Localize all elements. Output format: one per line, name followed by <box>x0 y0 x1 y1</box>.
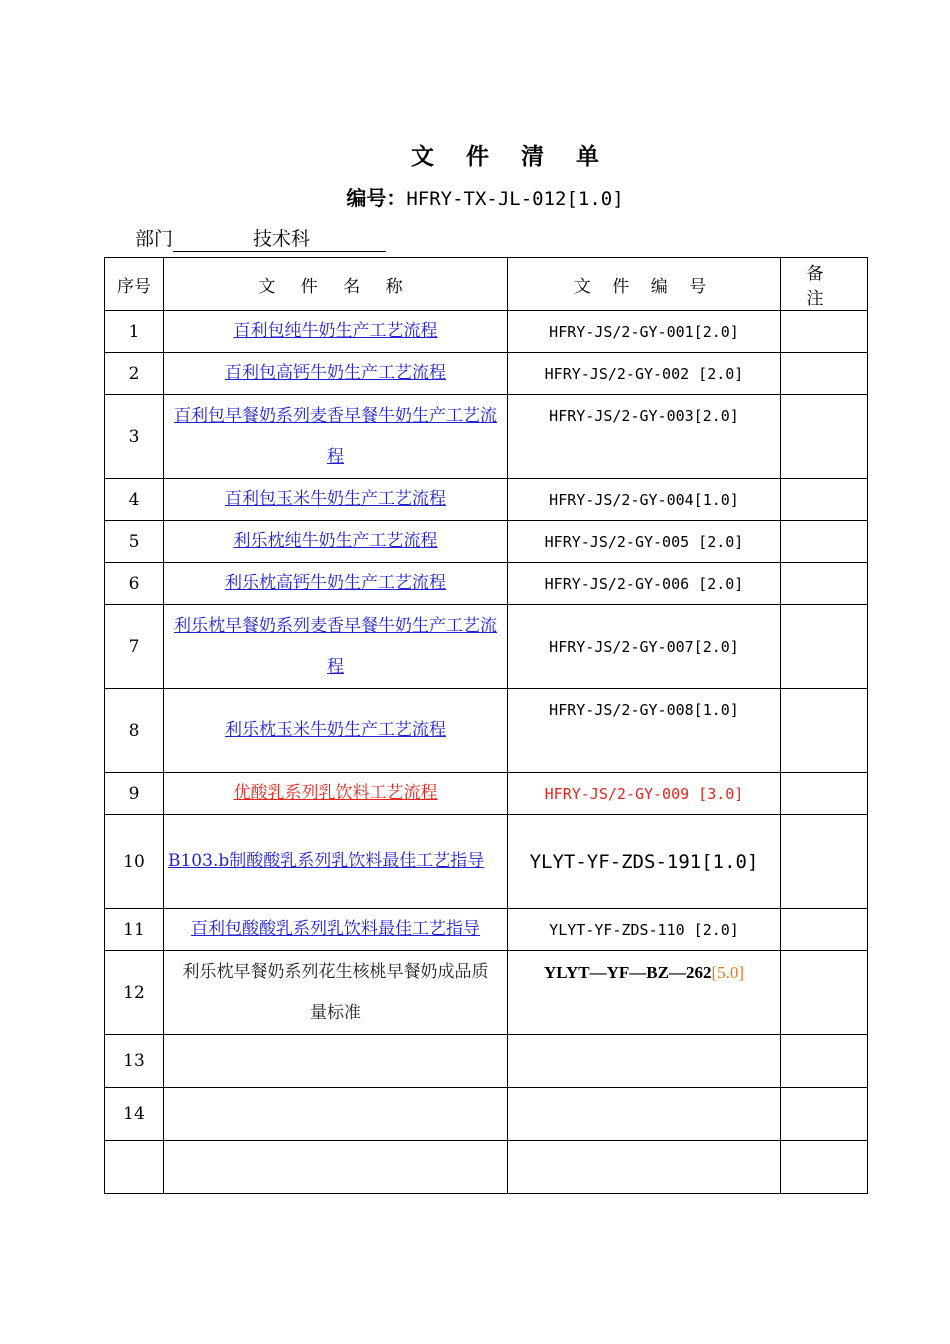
row-number <box>508 1141 781 1194</box>
row-number: HFRY-JS/2-GY-002 [2.0] <box>508 353 781 395</box>
row-seq: 9 <box>105 773 164 815</box>
table-row <box>105 605 868 689</box>
table-row <box>105 773 868 815</box>
row-number: YLYT-YF-ZDS-110 [2.0] <box>508 909 781 951</box>
row-number <box>508 1088 781 1141</box>
row-name <box>164 1035 508 1088</box>
row-seq: 1 <box>105 311 164 353</box>
table-row <box>105 689 868 773</box>
number-main: YLYT—YF—BZ—262 <box>543 963 712 982</box>
document-name: 利乐枕早餐奶系列花生核桃早餐奶成品质量标准 <box>182 961 489 1023</box>
document-link[interactable]: B103.b制酸酸乳系列乳饮料最佳工艺指导 <box>168 851 485 871</box>
row-remark <box>781 909 868 951</box>
table-row <box>105 395 868 479</box>
table-row <box>105 563 868 605</box>
document-link[interactable]: 百利包酸酸乳系列乳饮料最佳工艺指导 <box>191 919 480 939</box>
header-name: 文 件 名 称 <box>164 258 508 311</box>
row-seq: 7 <box>105 605 164 689</box>
department-value: 技术科 <box>173 227 386 252</box>
row-seq: 10 <box>105 815 164 909</box>
code-label: 编号： <box>346 186 407 210</box>
row-seq: 3 <box>105 395 164 479</box>
number-version: [5.0] <box>711 963 745 982</box>
row-remark <box>781 605 868 689</box>
document-link[interactable]: 优酸乳系列乳饮料工艺流程 <box>233 783 438 803</box>
document-link[interactable]: 利乐枕纯牛奶生产工艺流程 <box>233 531 438 551</box>
row-name <box>164 1141 508 1194</box>
row-seq: 8 <box>105 689 164 773</box>
row-seq: 11 <box>105 909 164 951</box>
row-remark <box>781 479 868 521</box>
department-label: 部门 <box>135 228 174 250</box>
document-title: 文 件 清 单 <box>410 143 612 170</box>
row-number <box>508 1035 781 1088</box>
row-seq: 2 <box>105 353 164 395</box>
table-header-row <box>105 258 868 311</box>
header-remark: 备 注 <box>781 258 868 311</box>
table-row <box>105 479 868 521</box>
row-seq: 14 <box>105 1088 164 1141</box>
document-link[interactable]: 百利包玉米牛奶生产工艺流程 <box>225 489 446 509</box>
document-link[interactable]: 百利包纯牛奶生产工艺流程 <box>233 321 438 341</box>
row-remark <box>781 815 868 909</box>
row-number: HFRY-JS/2-GY-004[1.0] <box>508 479 781 521</box>
row-number: HFRY-JS/2-GY-006 [2.0] <box>508 563 781 605</box>
row-number <box>508 951 781 1035</box>
row-number: HFRY-JS/2-GY-007[2.0] <box>508 605 781 689</box>
table-row <box>105 1141 868 1194</box>
row-remark <box>781 311 868 353</box>
code-value: HFRY-TX-JL-012[1.0] <box>406 188 624 210</box>
row-number: HFRY-JS/2-GY-009 [3.0] <box>508 773 781 815</box>
row-remark <box>781 773 868 815</box>
department <box>135 224 386 252</box>
table-row <box>105 353 868 395</box>
table-row <box>105 1088 868 1141</box>
table-row <box>105 815 868 909</box>
row-remark <box>781 1088 868 1141</box>
document-link[interactable]: 利乐枕玉米牛奶生产工艺流程 <box>225 720 446 740</box>
row-seq <box>105 1141 164 1194</box>
row-remark <box>781 1141 868 1194</box>
table-row <box>105 521 868 563</box>
document-list-table <box>104 257 868 1194</box>
row-number: HFRY-JS/2-GY-008[1.0] <box>508 689 781 773</box>
row-number: YLYT-YF-ZDS-191[1.0] <box>508 815 781 909</box>
row-remark <box>781 521 868 563</box>
row-number: HFRY-JS/2-GY-003[2.0] <box>508 395 781 479</box>
table-row <box>105 909 868 951</box>
row-seq: 5 <box>105 521 164 563</box>
header-seq: 序号 <box>105 258 164 311</box>
row-number: HFRY-JS/2-GY-001[2.0] <box>508 311 781 353</box>
row-seq: 4 <box>105 479 164 521</box>
row-remark <box>781 563 868 605</box>
document-link[interactable]: 百利包高钙牛奶生产工艺流程 <box>225 363 446 383</box>
table-row <box>105 1035 868 1088</box>
document-code <box>0 182 950 211</box>
table-row <box>105 311 868 353</box>
header-number: 文 件 编 号 <box>508 258 781 311</box>
document-link[interactable]: 利乐枕高钙牛奶生产工艺流程 <box>225 573 446 593</box>
row-name <box>164 1088 508 1141</box>
row-seq: 6 <box>105 563 164 605</box>
row-remark <box>781 951 868 1035</box>
row-number: HFRY-JS/2-GY-005 [2.0] <box>508 521 781 563</box>
row-remark <box>781 395 868 479</box>
row-seq: 13 <box>105 1035 164 1088</box>
row-remark <box>781 353 868 395</box>
row-remark <box>781 1035 868 1088</box>
table-row <box>105 951 868 1035</box>
document-link[interactable]: 利乐枕早餐奶系列麦香早餐牛奶生产工艺流程 <box>174 615 497 677</box>
row-remark <box>781 689 868 773</box>
document-link[interactable]: 百利包早餐奶系列麦香早餐牛奶生产工艺流程 <box>174 405 497 467</box>
row-seq: 12 <box>105 951 164 1035</box>
